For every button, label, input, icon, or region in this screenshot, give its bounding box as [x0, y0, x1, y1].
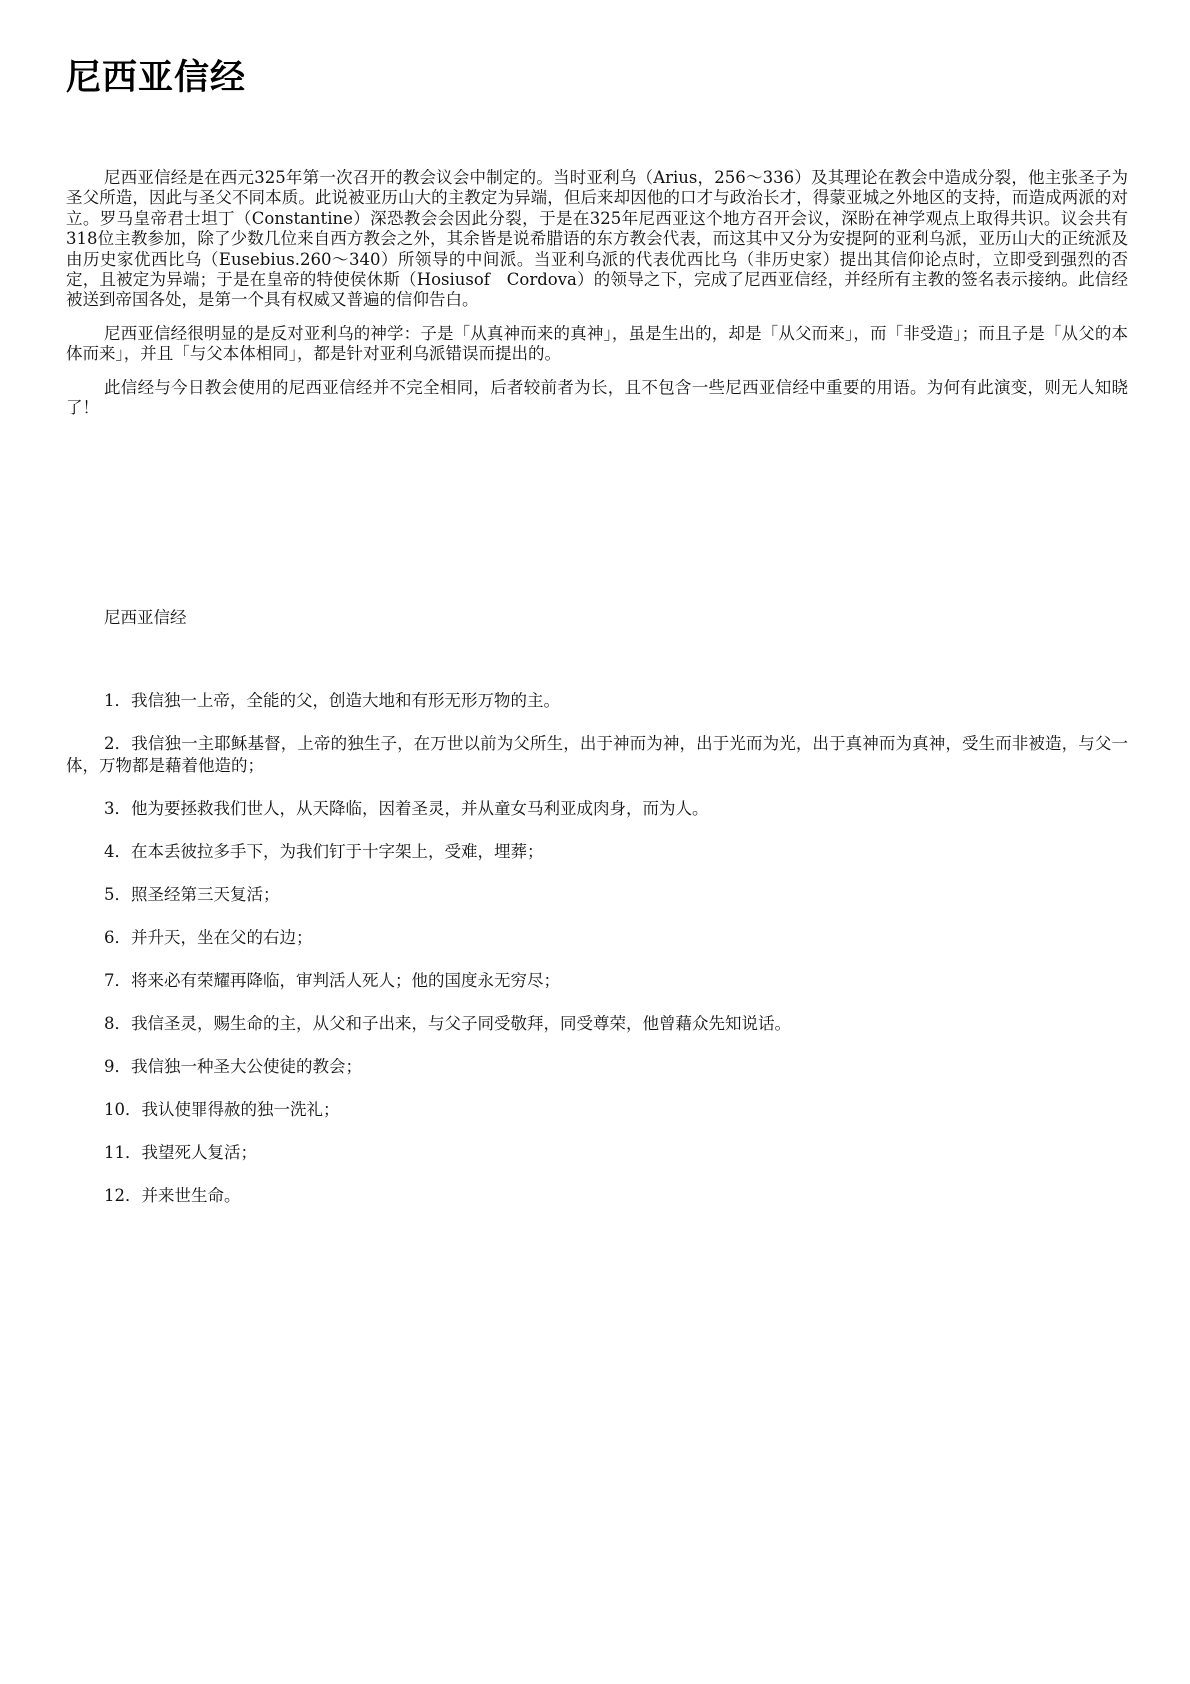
- creed-item: 12．并来世生命。: [104, 1186, 241, 1205]
- intro-paragraph: 尼西亚信经是在西元325年第一次召开的教会议会中制定的。当时亚利乌（Arius，256～336）及其理论在教会中造成分裂，他主张圣子为圣父所造，因此与圣父不同本质。此说被亚历山大的主教定为异端，但后来却因他的口才与政治长才，得蒙亚城之外地区的支持，而造成两派的对立。罗马皇帝君士坦丁（Constantine）深恐教会会因此分裂，于是在325年尼西亚这个地方召开会议，深盼在神学观点上取得共识。议会共有318位主教参加，除了少数几位来自西方教会之外，其余皆是说希腊语的东方教会代表，而这其中又分为安提阿的亚利乌派，亚历山大的正统派及由历史家优西比乌（Eusebius.260～340）所领导的中间派。当亚利乌派的代表优西比乌（非历史家）提出其信仰论点时，立即受到强烈的否定，且被定为异端；于是在皇帝的特使侯休斯（Hosiusof Cordova）的领导之下，完成了尼西亚信经，并经所有主教的签名表示接纳。此信经被送到帝国各处，是第一个具有权威又普遍的信仰告白。: [66, 168, 1128, 310]
- creed-item: 7．将来必有荣耀再降临，审判活人死人；他的国度永无穷尽；: [104, 971, 560, 990]
- creed-item: 1．我信独一上帝，全能的父，创造大地和有形无形万物的主。: [104, 691, 560, 710]
- creed-item: 3．他为要拯救我们世人，从天降临，因着圣灵，并从童女马利亚成肉身，而为人。: [104, 799, 709, 818]
- creed-item: 8．我信圣灵，赐生命的主，从父和子出来，与父子同受敬拜，同受尊荣，他曾藉众先知说话。: [104, 1014, 791, 1033]
- creed-item: 2．我信独一主耶稣基督，上帝的独生子，在万世以前为父所生，出于神而为神，出于光而为光，出于真神而为真神，受生而非被造，与父一体，万物都是藉着他造的；: [66, 734, 1128, 775]
- creed-item: 11．我望死人复活；: [104, 1143, 257, 1162]
- intro-paragraph: 此信经与今日教会使用的尼西亚信经并不完全相同，后者较前者为长，且不包含一些尼西亚信经中重要的用语。为何有此演变，则无人知晓了！: [66, 377, 1128, 418]
- creed-item: 9．我信独一种圣大公使徒的教会；: [104, 1057, 362, 1076]
- creed-item: 4．在本丢彼拉多手下，为我们钉于十字架上，受难，埋葬；: [104, 842, 544, 861]
- page-title: 尼西亚信经: [66, 57, 247, 98]
- intro-section: [66, 168, 1128, 431]
- creed-heading: 尼西亚信经: [104, 608, 187, 627]
- creed-item: 5．照圣经第三天复活；: [104, 885, 280, 904]
- creed-item: 10．我认使罪得赦的独一洗礼；: [104, 1100, 340, 1119]
- creed-item: 6．并升天，坐在父的右边；: [104, 928, 313, 947]
- creed-list: [66, 690, 1128, 1228]
- intro-paragraph: 尼西亚信经很明显的是反对亚利乌的神学：子是「从真神而来的真神」，虽是生出的，却是「从父而来」，而「非受造」；而且子是「从父的本体而来」，并且「与父本体相同」，都是针对亚利乌派错误而提出的。: [66, 323, 1128, 364]
